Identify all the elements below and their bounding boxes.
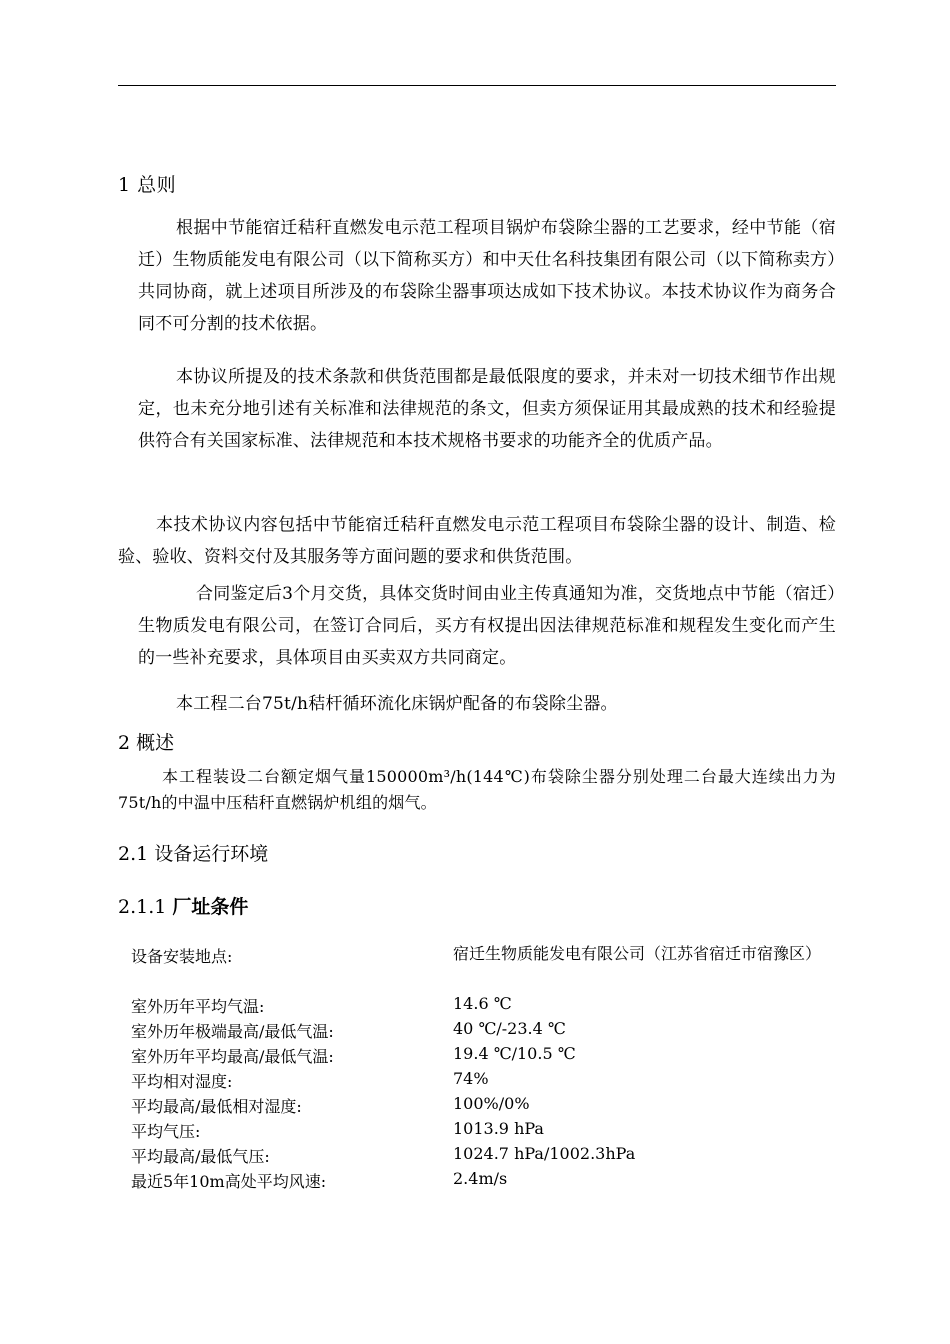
env-label-humidity: 平均相对湿度:: [131, 1072, 233, 1091]
env-label-humidity-range: 平均最高/最低相对湿度:: [131, 1097, 302, 1116]
section-heading-site-conditions: [118, 892, 248, 919]
section-heading-environment: 2.1 设备运行环境: [118, 843, 269, 865]
section-heading-general: 1 总则: [118, 174, 177, 196]
env-label-avg-temp: 室外历年平均气温:: [131, 997, 265, 1016]
env-label-wind-speed: 最近5年10m高处平均风速:: [131, 1172, 327, 1191]
env-label-avg-max-min-temp: 室外历年平均最高/最低气温:: [131, 1047, 334, 1066]
env-value-humidity-range: 100%/0%: [453, 1094, 530, 1113]
section-heading-overview: 2 概述: [118, 732, 175, 754]
env-value-extreme-temp: 40 ℃/-23.4 ℃: [453, 1019, 566, 1038]
env-label-pressure-range: 平均最高/最低气压:: [131, 1147, 270, 1166]
paragraph-delivery: 合同鉴定后3个月交货，具体交货时间由业主传真通知为准，交货地点中节能（宿迁）生物质发电有限公司，在签订合同后，买方有权提出因法律规范标准和规程发生变化而产生的一些补充要求，具体项目由买卖双方共同商定。: [138, 584, 836, 668]
env-label-extreme-temp: 室外历年极端最高/最低气温:: [131, 1022, 334, 1041]
env-value-wind-speed: 2.4m/s: [453, 1169, 508, 1188]
env-value-location: 宿迁生物质能发电有限公司（江苏省宿迁市宿豫区）: [453, 944, 822, 963]
paragraph-equipment: 本工程二台75t/h秸杆循环流化床锅炉配备的布袋除尘器。: [176, 694, 618, 714]
header-rule: [118, 85, 836, 86]
env-value-avg-temp: 14.6 ℃: [453, 994, 512, 1013]
env-label-location: 设备安装地点:: [131, 947, 233, 966]
section-title: 厂址条件: [172, 896, 249, 918]
env-value-avg-max-min-temp: 19.4 ℃/10.5 ℃: [453, 1044, 576, 1063]
paragraph-content: 本技术协议内容包括中节能宿迁秸秆直燃发电示范工程项目布袋除尘器的设计、制造、检验、验收、资料交付及其服务等方面问题的要求和供货范围。: [118, 515, 836, 567]
paragraph-scope: 本协议所提及的技术条款和供货范围都是最低限度的要求，并未对一切技术细节作出规定，也未充分地引述有关标准和法律规范的条文，但卖方须保证用其最成熟的技术和经验提供符合有关国家标准、法律规范和本技术规格书要求的功能齐全的优质产品。: [138, 367, 836, 451]
env-label-pressure: 平均气压:: [131, 1122, 201, 1141]
env-value-pressure-range: 1024.7 hPa/1002.3hPa: [453, 1144, 636, 1163]
paragraph-overview: 本工程装设二台额定烟气量150000m³/h(144℃)布袋除尘器分别处理二台最大连续出力为75t/h的中温中压秸秆直燃锅炉机组的烟气。: [118, 767, 836, 812]
section-number: 2.1.1: [118, 896, 173, 918]
paragraph-intro: 根据中节能宿迁秸秆直燃发电示范工程项目锅炉布袋除尘器的工艺要求，经中节能（宿迁）生物质能发电有限公司（以下简称买方）和中天仕名科技集团有限公司（以下简称卖方）共同协商，就上述项目所涉及的布袋除尘器事项达成如下技术协议。本技术协议作为商务合同不可分割的技术依据。: [138, 218, 836, 334]
env-value-pressure: 1013.9 hPa: [453, 1119, 544, 1138]
env-value-humidity: 74%: [453, 1069, 489, 1088]
